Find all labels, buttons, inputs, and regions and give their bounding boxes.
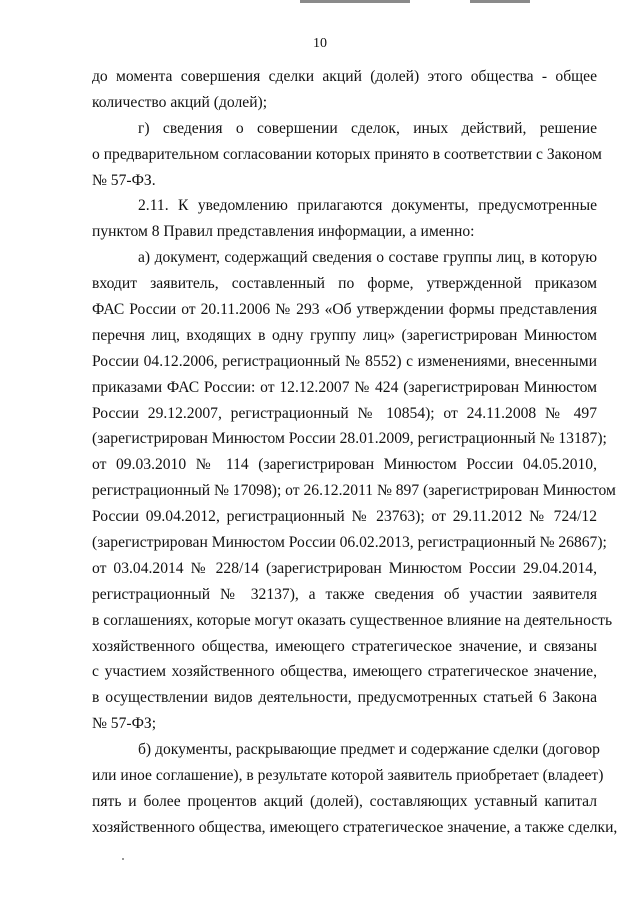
text-line: в осуществлении видов деятельности, предусмотренных статьей 6 Закона — [92, 689, 597, 707]
text-line: количество акций (долей); — [92, 93, 268, 111]
text-line: г) сведения о совершении сделок, иных действий, решение — [138, 119, 597, 137]
text-line: хозяйственного общества, имеющего стратегическое значение, а также сделки, — [92, 818, 618, 836]
text-line: в соглашениях, которые могут оказать существенное влияние на деятельность — [92, 611, 613, 629]
text-line: (зарегистрирован Минюстом России 06.02.2013, регистрационный № 26867); — [92, 534, 607, 552]
scan-speck — [122, 858, 124, 860]
text-line: пунктом 8 Правил представления информации, а именно: — [92, 223, 475, 241]
text-line: от 03.04.2014 № 228/14 (зарегистрирован Минюстом России 29.04.2014, — [92, 559, 597, 577]
text-line: пять и более процентов акций (долей), составляющих уставный капитал — [92, 792, 597, 810]
body-text — [92, 64, 618, 841]
text-line: б) документы, раскрывающие предмет и содержание сделки (договор — [138, 741, 600, 759]
text-line: России 09.04.2012, регистрационный № 23763); от 29.11.2012 № 724/12 — [92, 508, 597, 526]
text-line: о предварительном согласовании которых принято в соответствии с Законом — [92, 145, 602, 163]
text-line: регистрационный № 17098); от 26.12.2011 № 897 (зарегистрирован Минюстом — [92, 482, 616, 500]
scan-edge-mark — [300, 0, 410, 3]
text-line: ФАС России от 20.11.2006 № 293 «Об утверждении формы представления — [92, 301, 597, 319]
text-line: № 57-ФЗ. — [92, 171, 156, 189]
text-line: до момента совершения сделки акций (долей) этого общества - общее — [92, 68, 597, 85]
text-line: приказами ФАС России: от 12.12.2007 № 424 (зарегистрирован Минюстом — [92, 378, 597, 396]
text-line: № 57-ФЗ; — [92, 715, 157, 733]
text-line: или иное соглашение), в результате которой заявитель приобретает (владеет) — [92, 767, 604, 785]
text-line: России 29.12.2007, регистрационный № 10854); от 24.11.2008 № 497 — [92, 404, 597, 422]
text-line: России 04.12.2006, регистрационный № 8552) с изменениями, внесенными — [92, 352, 597, 370]
text-line: с участием хозяйственного общества, имеющего стратегическое значение, — [92, 663, 597, 681]
text-line: хозяйственного общества, имеющего стратегическое значение, и связаны — [92, 637, 597, 655]
text-line: от 09.03.2010 № 114 (зарегистрирован Минюстом России 04.05.2010, — [92, 456, 597, 474]
text-line: (зарегистрирован Минюстом России 28.01.2009, регистрационный № 13187); — [92, 430, 607, 448]
text-line: входит заявитель, составленный по форме, утвержденной приказом — [92, 275, 597, 293]
text-line: 2.11. К уведомлению прилагаются документы, предусмотренные — [138, 197, 597, 215]
text-line: а) документ, содержащий сведения о составе группы лиц, в которую — [138, 249, 597, 267]
page-number: 10 — [313, 36, 327, 51]
scan-edge-mark — [470, 0, 530, 3]
text-line: перечня лиц, входящих в одну группу лиц» (зарегистрирован Минюстом — [92, 326, 597, 344]
text-line: регистрационный № 32137), а также сведения об участии заявителя — [92, 585, 597, 603]
